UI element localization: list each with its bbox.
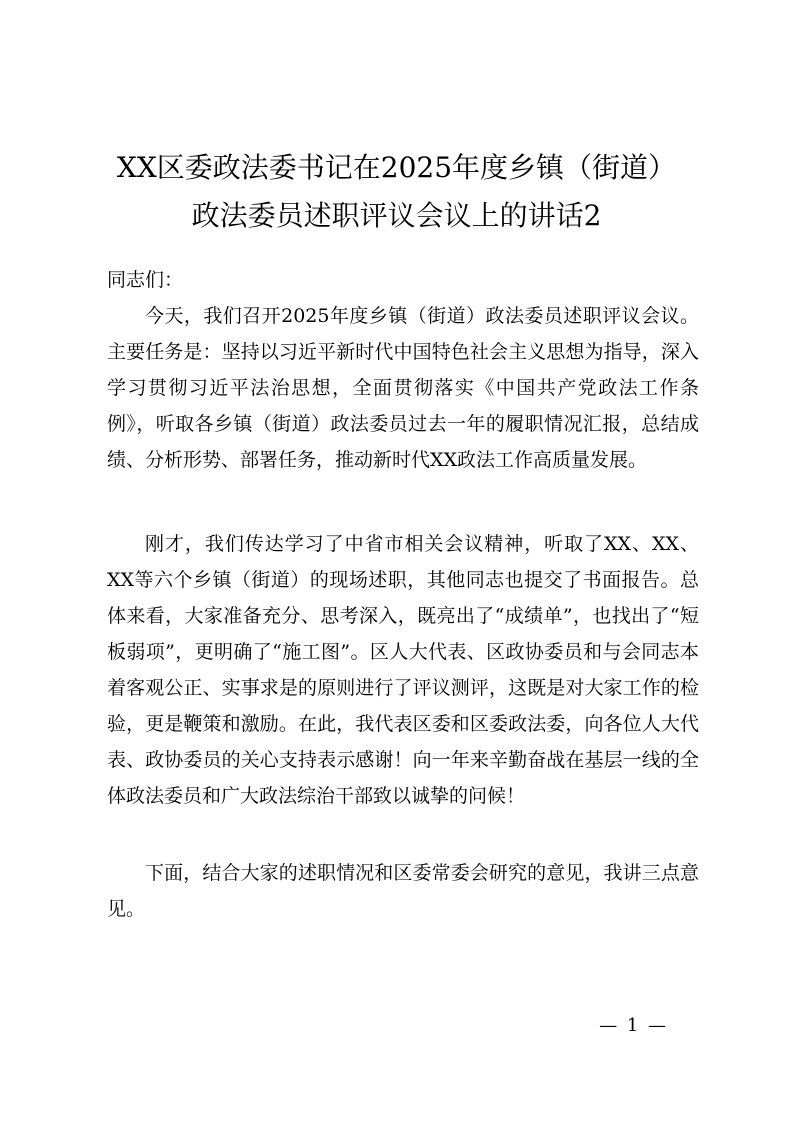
paragraph-3: 下面，结合大家的述职情况和区委常委会研究的意见，我讲三点意见。 — [107, 862, 699, 920]
title-line-1: XX区委政法委书记在2025年度乡镇（街道） — [116, 151, 677, 184]
paragraph-1: 今天，我们召开2025年度乡镇（街道）政法委员述职评议会议。主要任务是：坚持以习近平新时代中国特色社会主义思想为指导，深入学习贯彻习近平法治思想，全面贯彻落实《中国共产党政法工作条例》，听取各乡镇（街道）政法委员过去一年的履职情况汇报，总结成绩、分析形势、部署任务，推动新时代XX政法工作高质量发展。 — [107, 305, 699, 471]
page-number: — 1 — — [599, 1015, 668, 1036]
paragraph-2: 刚才，我们传达学习了中省市相关会议精神，听取了XX、XX、XX等六个乡镇（街道）的现场述职，其他同志也提交了书面报告。总体来看，大家准备充分、思考深入，既亮出了“成绩单”，也找出了“短板弱项”，更明确了“施工图”。区人大代表、区政协委员和与会同志本着客观公正、实事求是的原则进行了评议测评，这既是对大家工作的检验，更是鞭策和激励。在此，我代表区委和区委政法委，向各位人大代表、政协委员的关心支持表示感谢！向一年来辛勤奋战在基层一线的全体政法委员和广大政法综治干部致以诚挚的问候！ — [107, 533, 699, 807]
title-line-2: 政法委员述职评议会议上的讲话2 — [191, 199, 602, 232]
salutation: 同志们： — [107, 269, 184, 291]
